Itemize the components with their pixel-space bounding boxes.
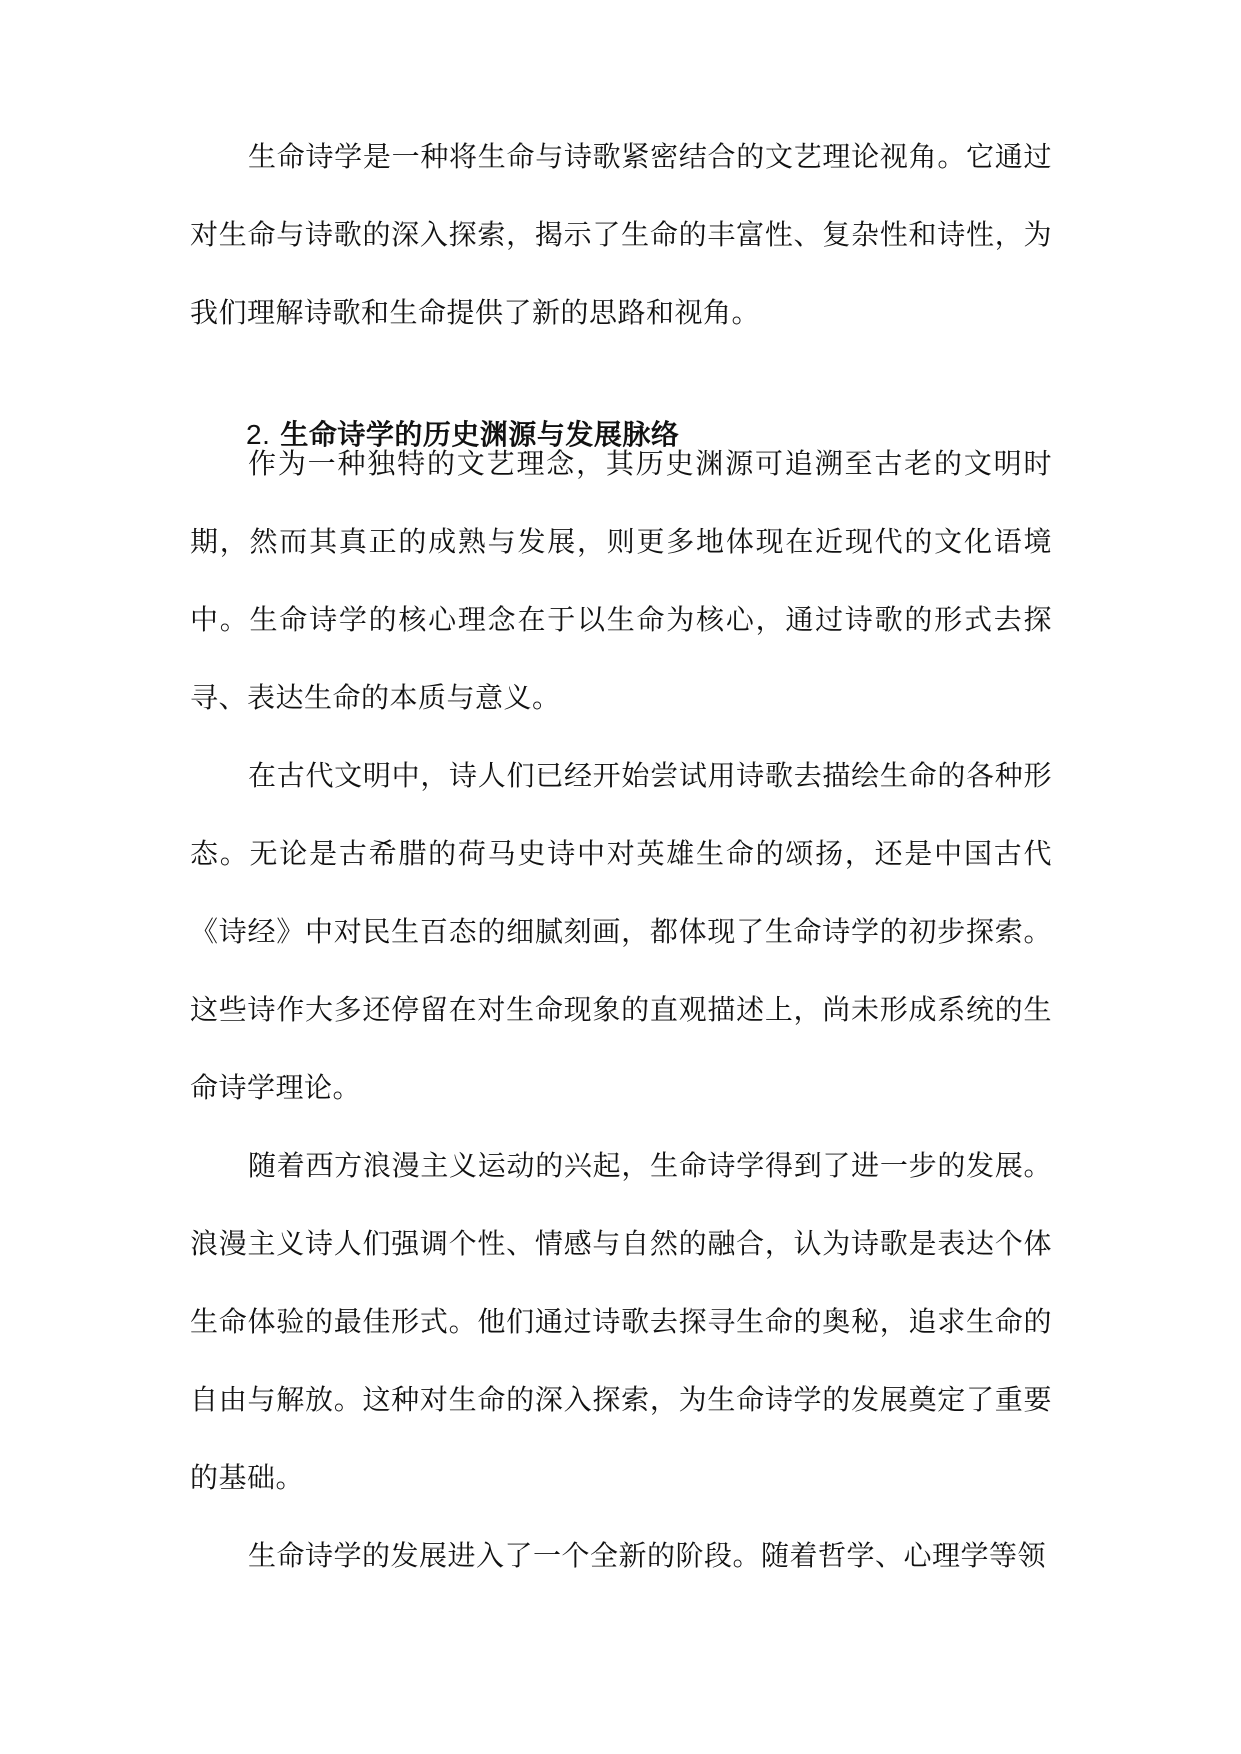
body-block	[190, 425, 1052, 1595]
section-title: 生命诗学的历史渊源与发展脉络	[280, 418, 680, 451]
body-paragraph-1: 作为一种独特的文艺理念，其历史渊源可追溯至古老的文明时期，然而其真正的成熟与发展，则更多地体现在近现代的文化语境中。生命诗学的核心理念在于以生命为核心，通过诗歌的形式去探寻、表达生命的本质与意义。	[190, 447, 1052, 714]
intro-paragraph: 生命诗学是一种将生命与诗歌紧密结合的文艺理论视角。它通过对生命与诗歌的深入探索，揭示了生命的丰富性、复杂性和诗性，为我们理解诗歌和生命提供了新的思路和视角。	[190, 140, 1052, 329]
intro-block	[190, 118, 1052, 352]
body-paragraph-2: 在古代文明中，诗人们已经开始尝试用诗歌去描绘生命的各种形态。无论是古希腊的荷马史诗中对英雄生命的颂扬，还是中国古代《诗经》中对民生百态的细腻刻画，都体现了生命诗学的初步探索。这些诗作大多还停留在对生命现象的直观描述上，尚未形成系统的生命诗学理论。	[190, 759, 1052, 1104]
body-paragraph-3: 随着西方浪漫主义运动的兴起，生命诗学得到了进一步的发展。浪漫主义诗人们强调个性、情感与自然的融合，认为诗歌是表达个体生命体验的最佳形式。他们通过诗歌去探寻生命的奥秘，追求生命的自由与解放。这种对生命的深入探索，为生命诗学的发展奠定了重要的基础。	[190, 1149, 1052, 1494]
section-number: 2.	[246, 419, 271, 450]
body-paragraph-4: 生命诗学的发展进入了一个全新的阶段。随着哲学、心理学等领	[248, 1539, 1047, 1572]
